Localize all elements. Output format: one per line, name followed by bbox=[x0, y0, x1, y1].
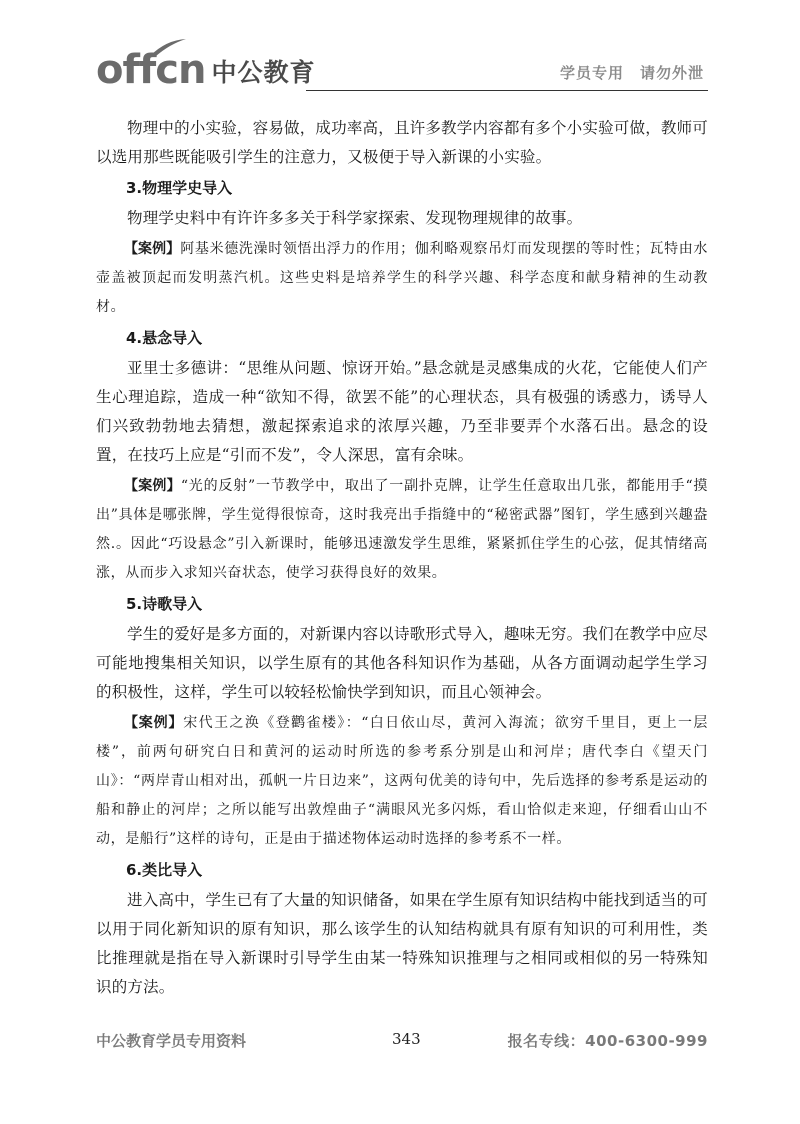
case-example bbox=[96, 709, 708, 854]
offcn-logo bbox=[96, 40, 316, 93]
paragraph: 物理学史料中有许许多多关于科学家探索、发现物理规律的故事。 bbox=[127, 209, 583, 227]
case-text: 宋代王之涣《登鹳雀楼》：“白日依山尽，黄河入海流；欲穷千里目，更上一层楼”，前两句研究白日和黄河的运动时所选的参考系分别是山和河岸；唐代李白《望天门山》：“两岸青山相对出，孤帆一片日边来”，这两句优美的诗句中，先后选择的参考系是运动的船和静止的河岸；之所以能写出敦煌曲子“满眼风光多闪烁，看山恰似走来迎，仔细看山山不动，是船行”这样的诗句，正是由于描述物体运动时选择的参考系不一样。 bbox=[96, 715, 709, 847]
section-heading: 6.类比导入 bbox=[126, 861, 203, 879]
paragraph: 学生的爱好是多方面的，对新课内容以诗歌形式导入，趣味无穷。我们在教学中应尽可能地搜集相关知识，以学生原有的其他各科知识作为基础，从各方面调动起学生学习的积极性，这样，学生可以较轻松愉快学到知识，而且心领神会。 bbox=[96, 625, 708, 701]
section-heading: 5.诗歌导入 bbox=[126, 595, 203, 613]
paragraph: 物理中的小实验，容易做，成功率高，且许多教学内容都有多个小实验可做，教师可以选用那些既能吸引学生的注意力，又极便于导入新课的小实验。 bbox=[96, 119, 708, 166]
case-label: 【案例】 bbox=[124, 478, 181, 494]
section-heading: 4.悬念导入 bbox=[126, 329, 203, 347]
footer-hotline: 报名专线：400-6300-999 bbox=[507, 1032, 708, 1050]
page-footer bbox=[96, 1030, 708, 1054]
case-example bbox=[96, 235, 708, 322]
case-text: 阿基米德洗澡时领悟出浮力的作用；伽利略观察吊灯而发现摆的等时性；瓦特由水壶盖被顶起而发明蒸汽机。这些史料是培养学生的科学兴趣、科学态度和献身精神的生动教材。 bbox=[96, 241, 708, 315]
logo-chinese-name: 中公教育 bbox=[211, 58, 316, 87]
section-heading: 3.物理学史导入 bbox=[126, 179, 233, 197]
case-label: 【案例】 bbox=[124, 715, 184, 731]
page-number: 343 bbox=[392, 1030, 421, 1048]
footer-material-label: 中公教育学员专用资料 bbox=[96, 1032, 247, 1050]
header-tag-do-not-leak: 请勿外泄 bbox=[639, 64, 704, 82]
logo-wordmark: offcn bbox=[96, 47, 206, 93]
case-label: 【案例】 bbox=[124, 241, 181, 257]
header-tag-students-only: 学员专用 bbox=[559, 64, 624, 82]
logo-swoosh-icon bbox=[148, 38, 188, 58]
paragraph: 进入高中，学生已有了大量的知识储备，如果在学生原有知识结构中能找到适当的可以用于同化新知识的原有知识，那么该学生的认知结构就具有原有知识的可利用性，类比推理就是指在导入新课时引导学生由某一特殊知识推理与之相同或相似的另一特殊知识的方法。 bbox=[96, 891, 708, 996]
document-body bbox=[96, 114, 708, 1004]
case-example bbox=[96, 472, 708, 588]
page-header bbox=[96, 40, 708, 92]
paragraph: 亚里士多德讲：“思维从问题、惊讶开始。”悬念就是灵感集成的火花，它能使人们产生心理追踪，造成一种“欲知不得，欲罢不能”的心理状态，具有极强的诱惑力，诱导人们兴致勃勃地去猜想，激起探索追求的浓厚兴趣，乃至非要弄个水落石出。悬念的设置，在技巧上应是“引而不发”，令人深思，富有余味。 bbox=[96, 359, 708, 464]
header-tags bbox=[560, 62, 704, 83]
case-text: “光的反射”一节教学中，取出了一副扑克牌，让学生任意取出几张，都能用手“摸出”具体是哪张牌，学生觉得很惊奇，这时我亮出手指缝中的“秘密武器”图钉，学生感到兴趣盎然.。因此“巧设悬念”引入新课时，能够迅速激发学生思维，紧紧抓住学生的心弦，促其情绪高涨，从而步入求知兴奋状态，使学习获得良好的效果。 bbox=[96, 478, 709, 581]
header-divider bbox=[306, 90, 708, 91]
